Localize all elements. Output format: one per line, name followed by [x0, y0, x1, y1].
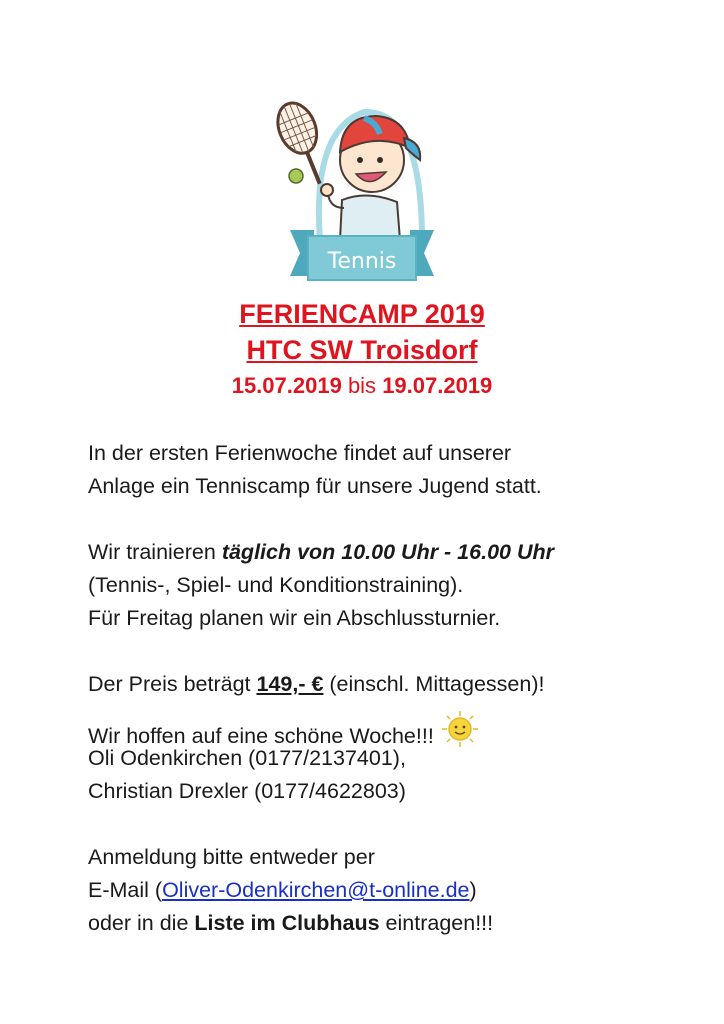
date-separator: bis — [347, 373, 377, 398]
registration-line-1: Anmeldung bitte entweder per — [88, 845, 375, 869]
banner-text: Tennis — [327, 249, 397, 274]
greeting-text: Wir hoffen auf eine schöne Woche!!! — [88, 724, 434, 748]
price-suffix: (einschl. Mittagessen)! — [323, 672, 545, 696]
date-to: 19.07.2019 — [382, 373, 493, 398]
training-times-line — [88, 536, 688, 569]
email-prefix: E-Mail ( — [88, 878, 163, 902]
training-types-line: (Tennis-, Spiel- und Konditionstraining). — [88, 573, 464, 597]
contact-christian: Christian Drexler (0177/4622803) — [88, 779, 406, 803]
final-tournament-line: Für Freitag planen wir ein Abschlussturnier. — [88, 606, 501, 630]
club-name: HTC SW Troisdorf — [246, 335, 478, 365]
tennis-logo — [272, 90, 452, 290]
page-title: FERIENCAMP 2019 — [239, 299, 485, 329]
registration-email-line — [88, 874, 688, 907]
date-range — [0, 370, 724, 402]
greeting-line — [88, 709, 688, 748]
price-line — [88, 668, 688, 701]
paragraph-intro-line-1: In der ersten Ferienwoche findet auf unserer — [88, 441, 512, 465]
email-suffix: ) — [469, 878, 477, 902]
training-times: täglich von 10.00 Uhr - 16.00 Uhr — [221, 540, 554, 564]
headings — [0, 296, 724, 402]
list-suffix: eintragen!!! — [379, 911, 494, 935]
tennis-boy-logo-icon — [272, 90, 452, 290]
list-location: Liste im Clubhaus — [194, 911, 380, 935]
registration-list-line — [88, 907, 688, 940]
training-prefix: Wir trainieren — [88, 540, 222, 564]
date-from: 15.07.2019 — [231, 373, 342, 398]
price-value: 149,- € — [256, 672, 324, 696]
sun-icon — [438, 709, 482, 749]
list-prefix: oder in die — [88, 911, 195, 935]
email-link[interactable]: Oliver-Odenkirchen@t-online.de — [162, 878, 470, 902]
price-prefix: Der Preis beträgt — [88, 672, 257, 696]
paragraph-intro-line-2: Anlage ein Tenniscamp für unsere Jugend statt. — [88, 474, 542, 498]
contact-oli: Oli Odenkirchen (0177/2137401), — [88, 746, 406, 770]
body-text — [88, 437, 688, 940]
